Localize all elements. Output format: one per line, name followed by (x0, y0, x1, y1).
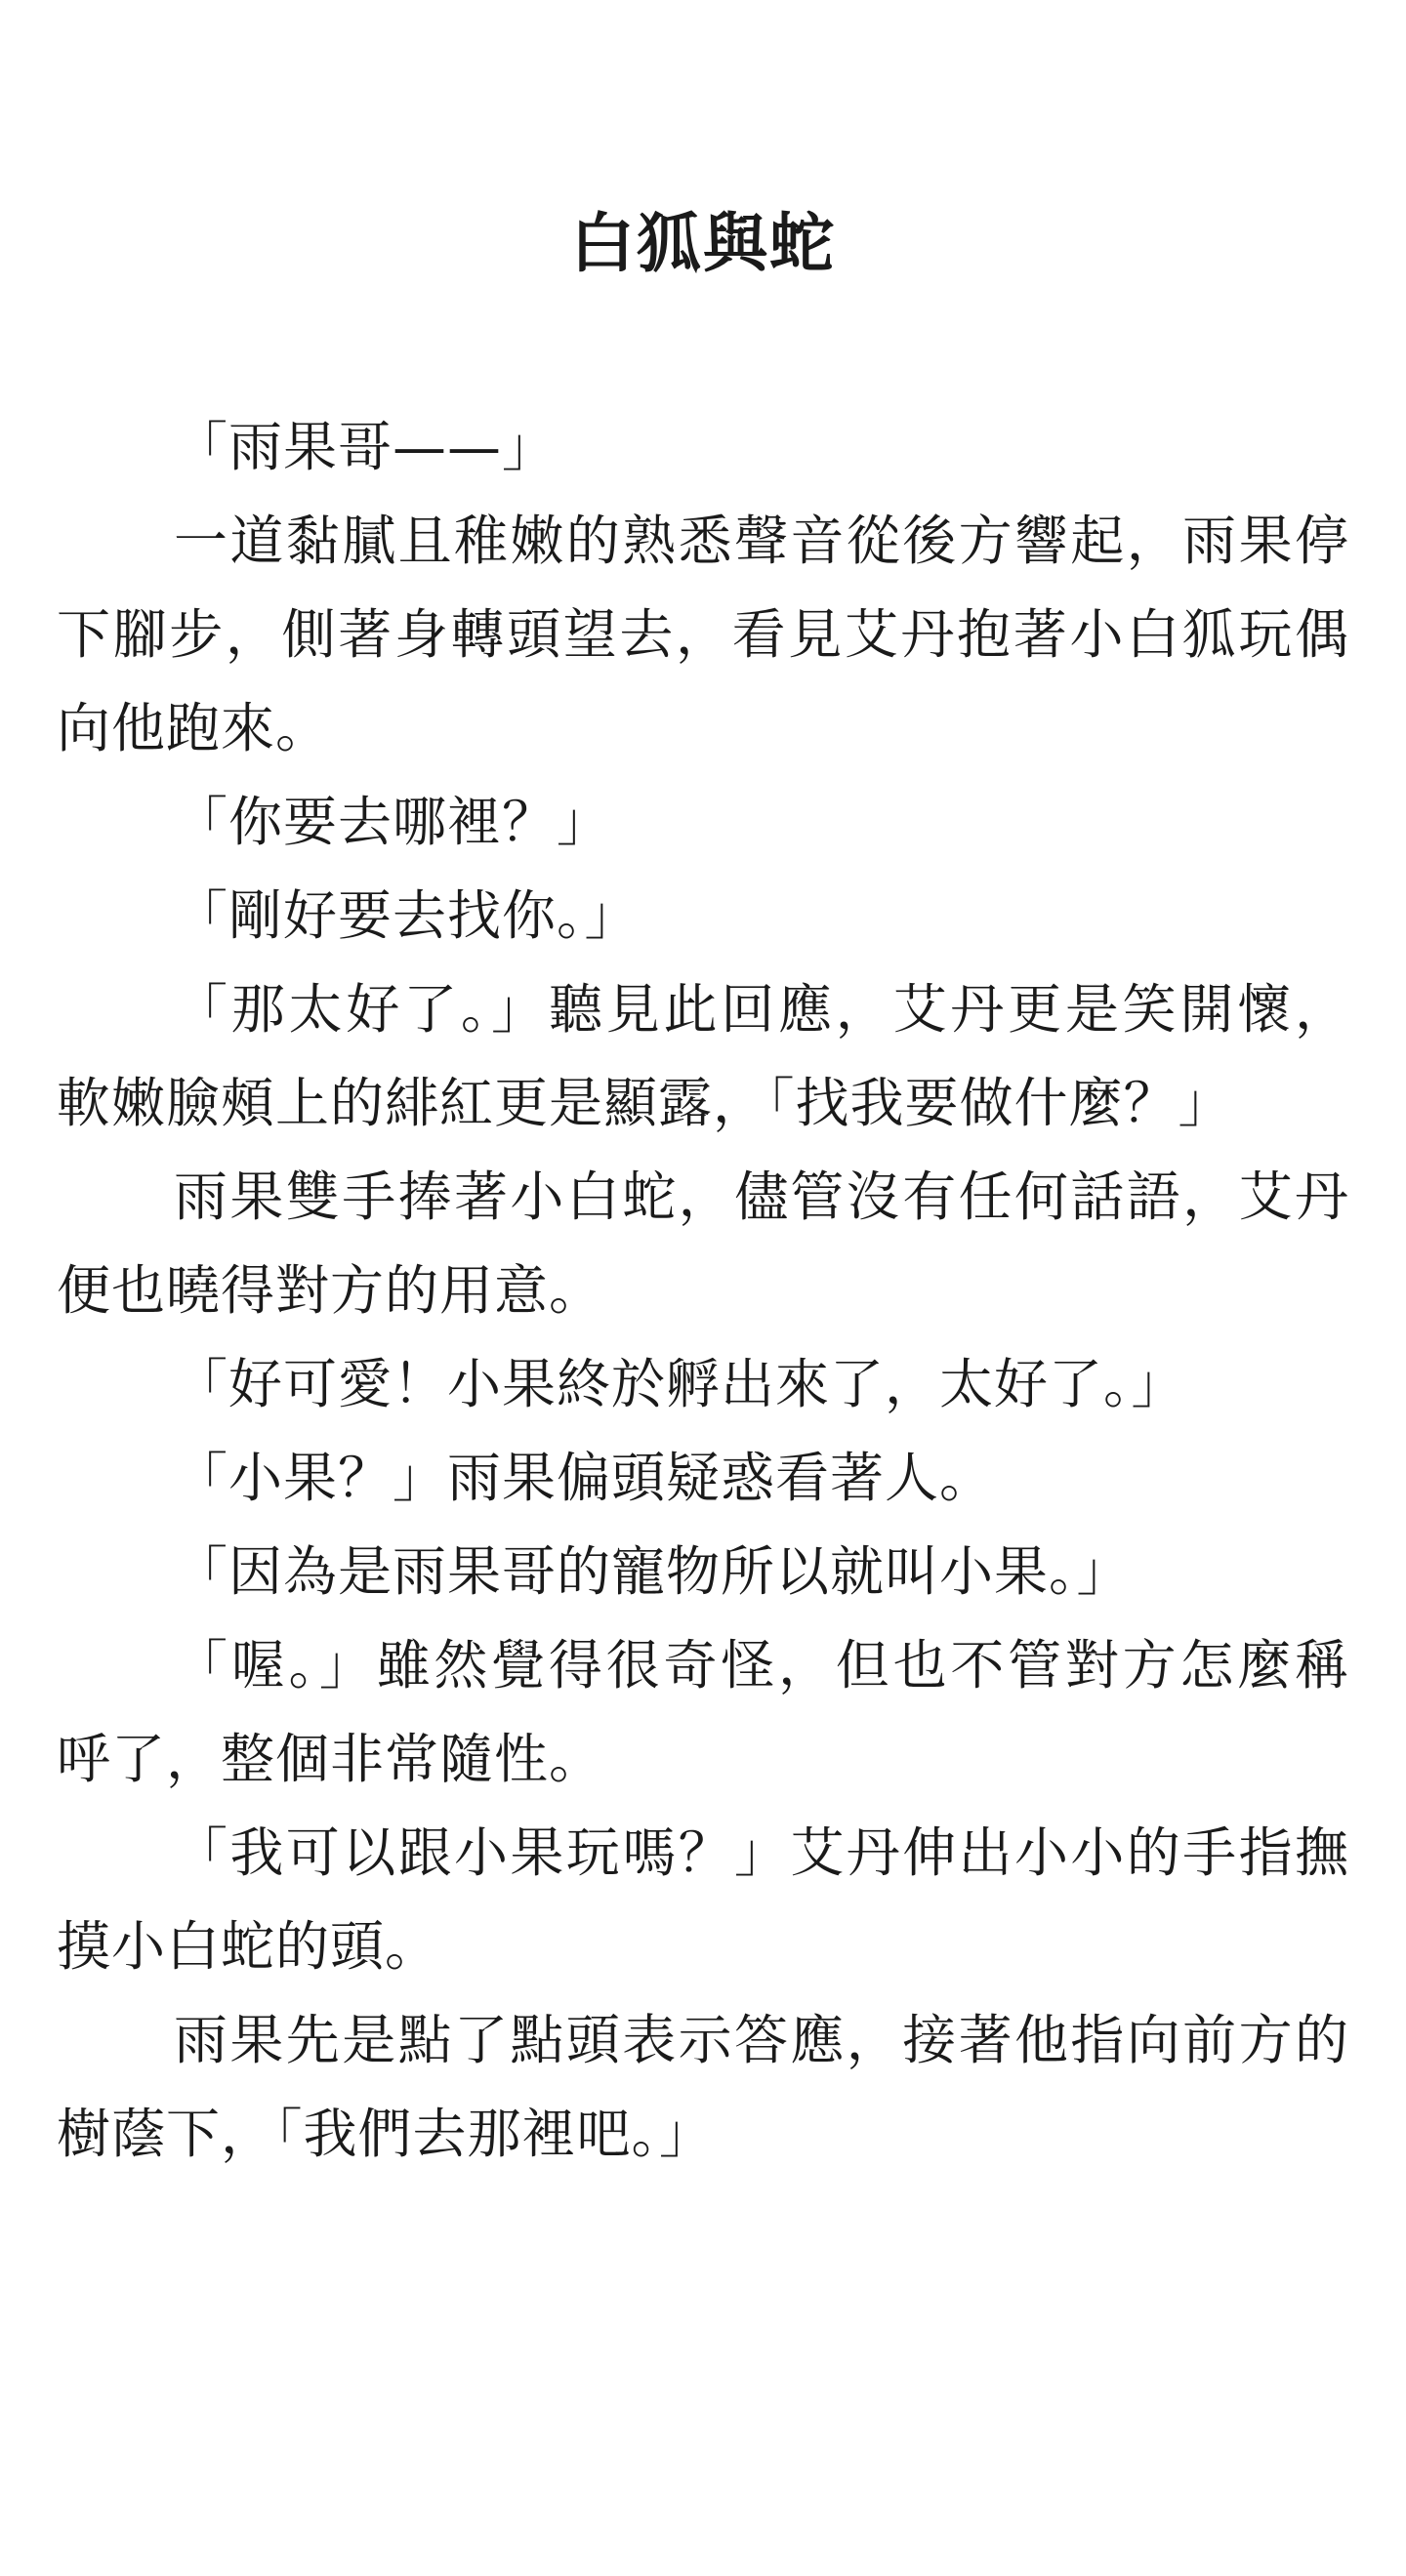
paragraph: 「那太好了。」聽見此回應，艾丹更是笑開懷，軟嫩臉頰上的緋紅更是顯露，「找我要做什麼？」 (57, 978, 1349, 1134)
paragraph: 雨果先是點了點頭表示答應，接著他指向前方的樹蔭下，「我們去那裡吧。」 (57, 2009, 1349, 2165)
paragraph: 「你要去哪裡？」 (174, 791, 612, 853)
story-body (57, 400, 1349, 2181)
document-title: 白狐與蛇 (570, 206, 836, 281)
paragraph: 「剛好要去找你。」 (174, 884, 640, 947)
paragraph: 「我可以跟小果玩嗎？」艾丹伸出小小的手指撫摸小白蛇的頭。 (57, 1821, 1349, 1978)
paragraph: 「喔。」雖然覺得很奇怪，但也不管對方怎麼稱呼了，整個非常隨性。 (57, 1634, 1349, 1790)
paragraph: 「雨果哥——」 (174, 416, 558, 478)
paragraph: 「因為是雨果哥的寵物所以就叫小果。」 (174, 1540, 1132, 1603)
paragraph: 「小果？」雨果偏頭疑惑看著人。 (174, 1447, 995, 1509)
paragraph: 一道黏膩且稚嫩的熟悉聲音從後方響起，雨果停下腳步，側著身轉頭望去，看見艾丹抱著小白狐玩偶向他跑來。 (57, 510, 1349, 759)
paragraph: 「好可愛！小果終於孵出來了，太好了。」 (174, 1353, 1186, 1415)
paragraph: 雨果雙手捧著小白蛇，儘管沒有任何話語，艾丹便也曉得對方的用意。 (57, 1165, 1349, 1322)
